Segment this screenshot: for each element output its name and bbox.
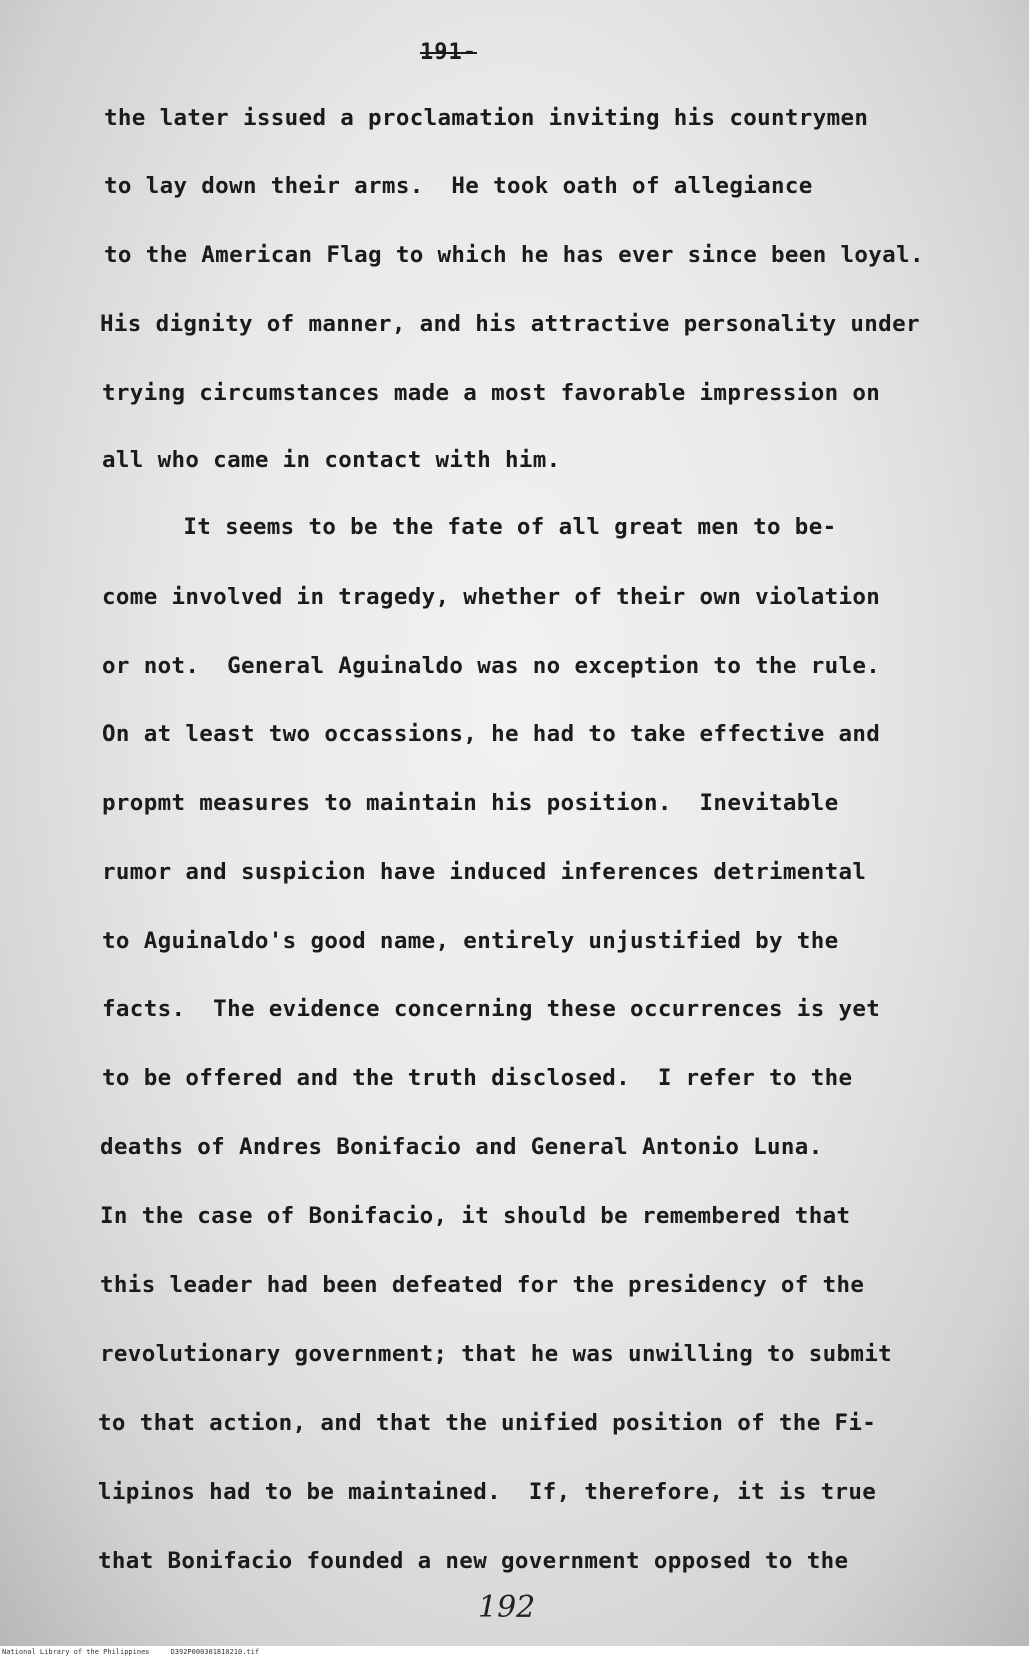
text-line: this leader had been defeated for the presidency of the bbox=[100, 1272, 865, 1298]
text-line: to lay down their arms. He took oath of allegiance bbox=[104, 173, 813, 199]
text-line: trying circumstances made a most favorable impression on bbox=[102, 380, 881, 406]
text-line: that Bonifacio founded a new government opposed to the bbox=[98, 1548, 849, 1574]
text-line: to the American Flag to which he has ever since been loyal. bbox=[104, 242, 924, 268]
text-line: come involved in tragedy, whether of their own violation bbox=[102, 584, 881, 610]
text-line: deaths of Andres Bonifacio and General Antonio Luna. bbox=[100, 1134, 823, 1160]
text-line: lipinos had to be maintained. If, therefore, it is true bbox=[98, 1479, 877, 1505]
text-line: propmt measures to maintain his position. Inevitable bbox=[102, 790, 839, 816]
text-line: In the case of Bonifacio, it should be remembered that bbox=[100, 1203, 851, 1229]
page-number-top: 191- bbox=[420, 40, 477, 65]
text-line: all who came in contact with him. bbox=[102, 447, 561, 473]
text-line: His dignity of manner, and his attractive personality under bbox=[100, 311, 920, 337]
page-number-bottom: 192 bbox=[478, 1590, 536, 1625]
scan-footer bbox=[0, 1647, 1029, 1658]
text-line: rumor and suspicion have induced inferences detrimental bbox=[102, 859, 867, 885]
text-line: to Aguinaldo's good name, entirely unjustified by the bbox=[102, 928, 839, 954]
text-line: to be offered and the truth disclosed. I refer to the bbox=[102, 1065, 853, 1091]
scan-footer-text: National Library of the Philippines D392P000301810210.tif bbox=[2, 1648, 260, 1656]
text-line: to that action, and that the unified position of the Fi- bbox=[98, 1410, 877, 1436]
text-line: On at least two occassions, he had to take effective and bbox=[102, 721, 881, 747]
text-line: revolutionary government; that he was unwilling to submit bbox=[100, 1341, 893, 1367]
text-line: facts. The evidence concerning these occurrences is yet bbox=[102, 996, 881, 1022]
text-line: or not. General Aguinaldo was no exception to the rule. bbox=[102, 653, 881, 679]
text-line: the later issued a proclamation inviting his countrymen bbox=[104, 105, 869, 131]
text-line: It seems to be the fate of all great men to be- bbox=[100, 514, 837, 540]
